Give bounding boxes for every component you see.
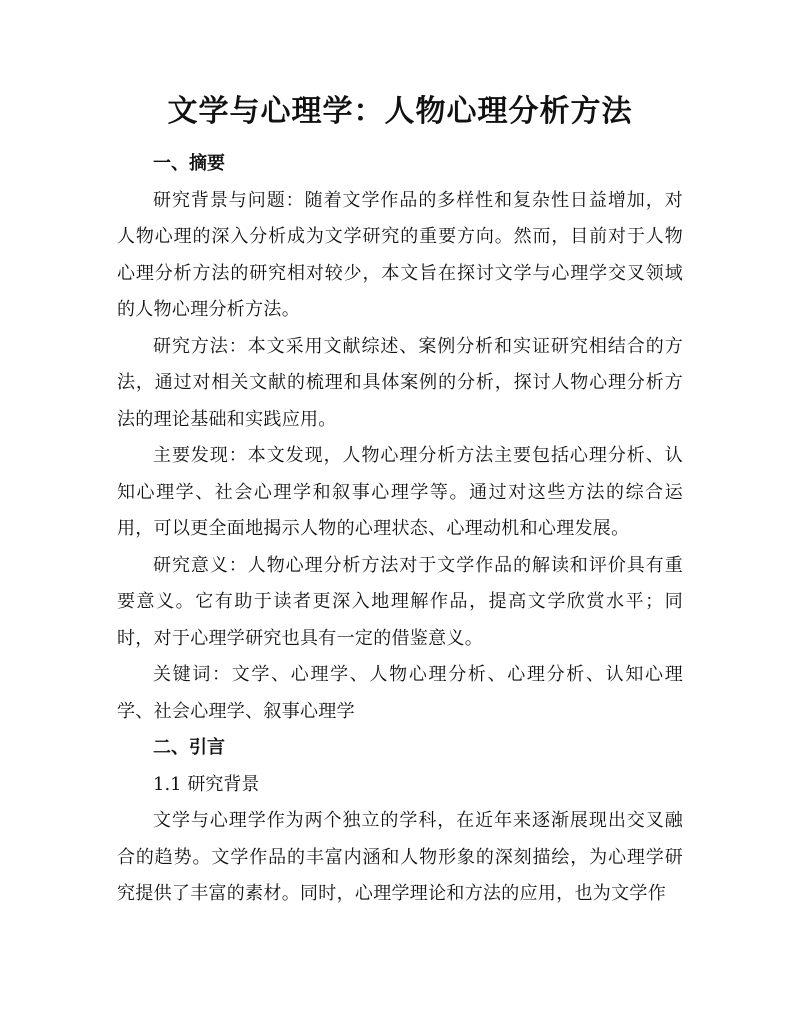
keywords-paragraph: 关键词：文学、心理学、人物心理分析、心理分析、认知心理学、社会心理学、叙事心理学 bbox=[117, 664, 683, 722]
introduction-heading: 二、引言 bbox=[153, 737, 225, 758]
document-title: 文学与心理学：人物心理分析方法 bbox=[167, 94, 633, 129]
abstract-heading: 一、摘要 bbox=[153, 153, 225, 174]
research-background-subheading: 1.1 研究背景 bbox=[153, 773, 260, 795]
abstract-methods-paragraph: 研究方法：本文采用文献综述、案例分析和实证研究相结合的方法，通过对相关文献的梳理和具体案例的分析，探讨人物心理分析方法的理论基础和实践应用。 bbox=[117, 335, 683, 430]
abstract-findings-paragraph: 主要发现：本文发现，人物心理分析方法主要包括心理分析、认知心理学、社会心理学和叙事心理学等。通过对这些方法的综合运用，可以更全面地揭示人物的心理状态、心理动机和心理发展。 bbox=[117, 445, 683, 539]
introduction-paragraph: 文学与心理学作为两个独立的学科，在近年来逐渐展现出交叉融合的趋势。文学作品的丰富内涵和人物形象的深刻描绘，为心理学研究提供了丰富的素材。同时，心理学理论和方法的应用，也为文学作 bbox=[117, 810, 683, 904]
abstract-background-paragraph: 研究背景与问题：随着文学作品的多样性和复杂性日益增加，对人物心理的深入分析成为文学研究的重要方向。然而，目前对于人物心理分析方法的研究相对较少，本文旨在探讨文学与心理学交叉领域的人物心理分析方法。 bbox=[117, 189, 683, 320]
document-body bbox=[117, 146, 683, 913]
abstract-significance-paragraph: 研究意义：人物心理分析方法对于文学作品的解读和评价具有重要意义。它有助于读者更深入地理解作品，提高文学欣赏水平；同时，对于心理学研究也具有一定的借鉴意义。 bbox=[117, 554, 683, 649]
